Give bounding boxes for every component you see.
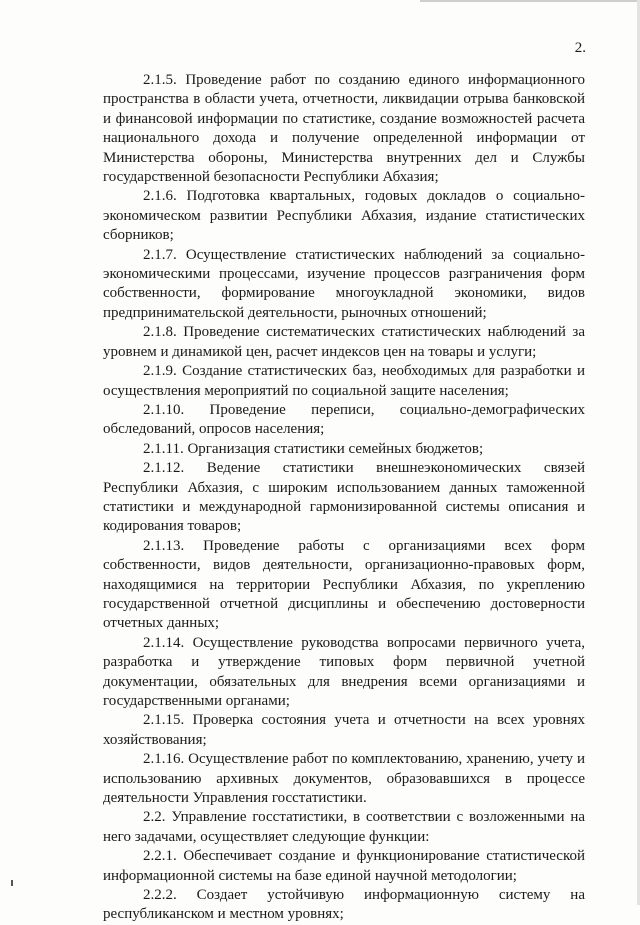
paragraph-2-1-14: 2.1.14. Осуществление руководства вопросами первичного учета, разработка и утверждение типовых форм первичной учетной документации, обязательных для внедрения всеми организациями и государственными органами;: [103, 634, 585, 709]
paragraph-2-2-2: 2.2.2. Создает устойчивую информационную систему на республиканском и местном уровнях;: [103, 887, 585, 923]
page-number: 2.: [574, 40, 586, 56]
paragraph-2-1-10: 2.1.10. Проведение переписи, социально-демографических обследований, опросов населения;: [103, 401, 585, 438]
paragraph-2-1-13: 2.1.13. Проведение работы с организациями всех форм собственности, видов деятельности, организационно-правовых форм, находящимися на территории Республики Абхазия, по укреплению государственной отчетной дисциплины и обеспечению достоверности отчетных данных;: [103, 537, 585, 632]
paragraph-2-1-16: 2.1.16. Осуществление работ по комплектованию, хранению, учету и использованию архивных документов, образовавшихся в процессе деятельности Управления госстатистики.: [103, 751, 585, 807]
paragraph-2-1-12: 2.1.12. Ведение статистики внешнеэкономических связей Республики Абхазия, с широким использованием данных таможенной статистики и международной гармонизированной системы описания и кодирования товаров;: [103, 460, 585, 535]
paragraph-2-2: 2.2. Управление госстатистики, в соответствии с возложенными на него задачами, осуществляет следующие функции:: [103, 809, 585, 845]
paragraph-2-1-6: 2.1.6. Подготовка квартальных, годовых докладов о социально-экономическом развитии Республики Абхазия, издание статистических сборников;: [103, 188, 585, 244]
paragraph-2-2-1: 2.2.1. Обеспечивает создание и функционирование статистической информационной системы на базе единой научной методологии;: [103, 848, 585, 884]
paragraph-2-1-11: 2.1.11. Организация статистики семейных бюджетов;: [143, 440, 484, 457]
paragraph-2-1-9: 2.1.9. Создание статистических баз, необходимых для разработки и осуществления мероприятий по социальной защите населения;: [103, 363, 585, 399]
paragraph-2-1-15: 2.1.15. Проверка состояния учета и отчетности на всех уровнях хозяйствования;: [103, 712, 585, 748]
scan-mark: [11, 880, 13, 886]
paragraph-2-1-5: 2.1.5. Проведение работ по созданию единого информационного пространства в области учета, отчетности, ликвидации отрыва банковской и финансовой информации по статистике, создание возможностей расчета национального дохода и получение определенной информации от Министерства обороны, Министерства внутренних дел и Службы государственной безопасности Республики Абхазия;: [103, 72, 585, 186]
paragraph-2-1-8: 2.1.8. Проведение систематических статистических наблюдений за уровнем и динамикой цен, расчет индексов цен на товары и услуги;: [103, 324, 585, 360]
paragraph-2-1-7: 2.1.7. Осуществление статистических наблюдений за социально-экономическими процессами, изучение процессов разграничения форм собственности, формирование многоукладной экономики, видов предпринимательской деятельности, рыночных отношений;: [103, 246, 585, 321]
scan-edge-top: [420, 0, 640, 2]
document-body: [103, 71, 585, 925]
